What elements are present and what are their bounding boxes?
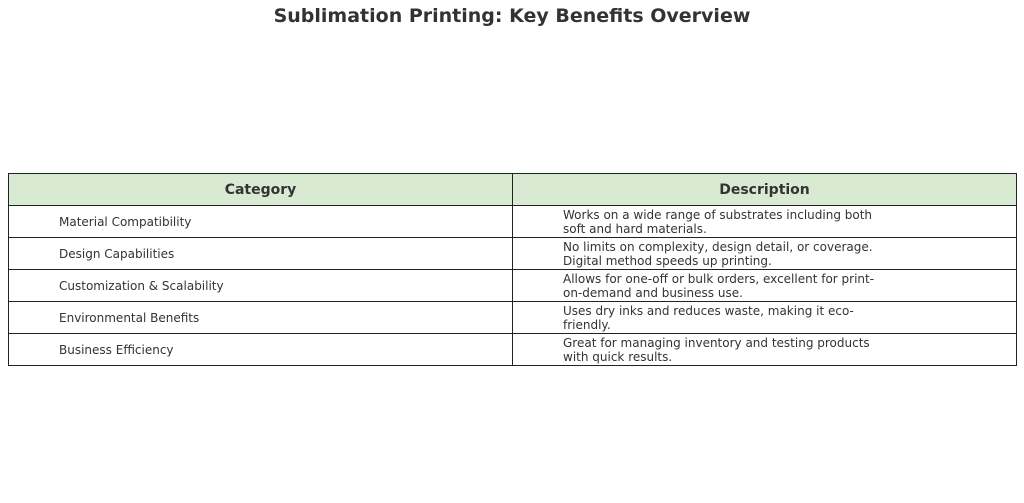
category-text: Customization & Scalability [59, 278, 224, 293]
category-cell [9, 206, 513, 238]
category-cell [9, 302, 513, 334]
description-text: Allows for one-off or bulk orders, excellent for print-on-demand and business use. [563, 271, 875, 300]
description-cell [513, 302, 1017, 334]
table-row [9, 334, 1017, 366]
description-text: Uses dry inks and reduces waste, making it eco-friendly. [563, 303, 854, 332]
category-text: Business Efficiency [59, 342, 174, 357]
description-text: No limits on complexity, design detail, or coverage. Digital method speeds up printing. [563, 239, 873, 268]
table-row [9, 270, 1017, 302]
table-row [9, 238, 1017, 270]
category-text: Environmental Benefits [59, 310, 200, 325]
description-cell [513, 270, 1017, 302]
category-cell [9, 270, 513, 302]
category-text: Design Capabilities [59, 246, 175, 261]
description-cell [513, 238, 1017, 270]
chart-title: Sublimation Printing: Key Benefits Overview [273, 5, 751, 27]
column-header-category: Category [9, 174, 513, 206]
description-cell [513, 334, 1017, 366]
category-text: Material Compatibility [59, 214, 192, 229]
table-row [9, 206, 1017, 238]
table-row [9, 302, 1017, 334]
category-cell [9, 238, 513, 270]
description-text: Great for managing inventory and testing products with quick results. [563, 335, 870, 364]
column-header-description: Description [513, 174, 1017, 206]
description-text: Works on a wide range of substrates including both soft and hard materials. [563, 207, 873, 236]
table-header-row [9, 174, 1017, 206]
category-cell [9, 334, 513, 366]
description-cell [513, 206, 1017, 238]
benefits-table [8, 173, 1017, 366]
